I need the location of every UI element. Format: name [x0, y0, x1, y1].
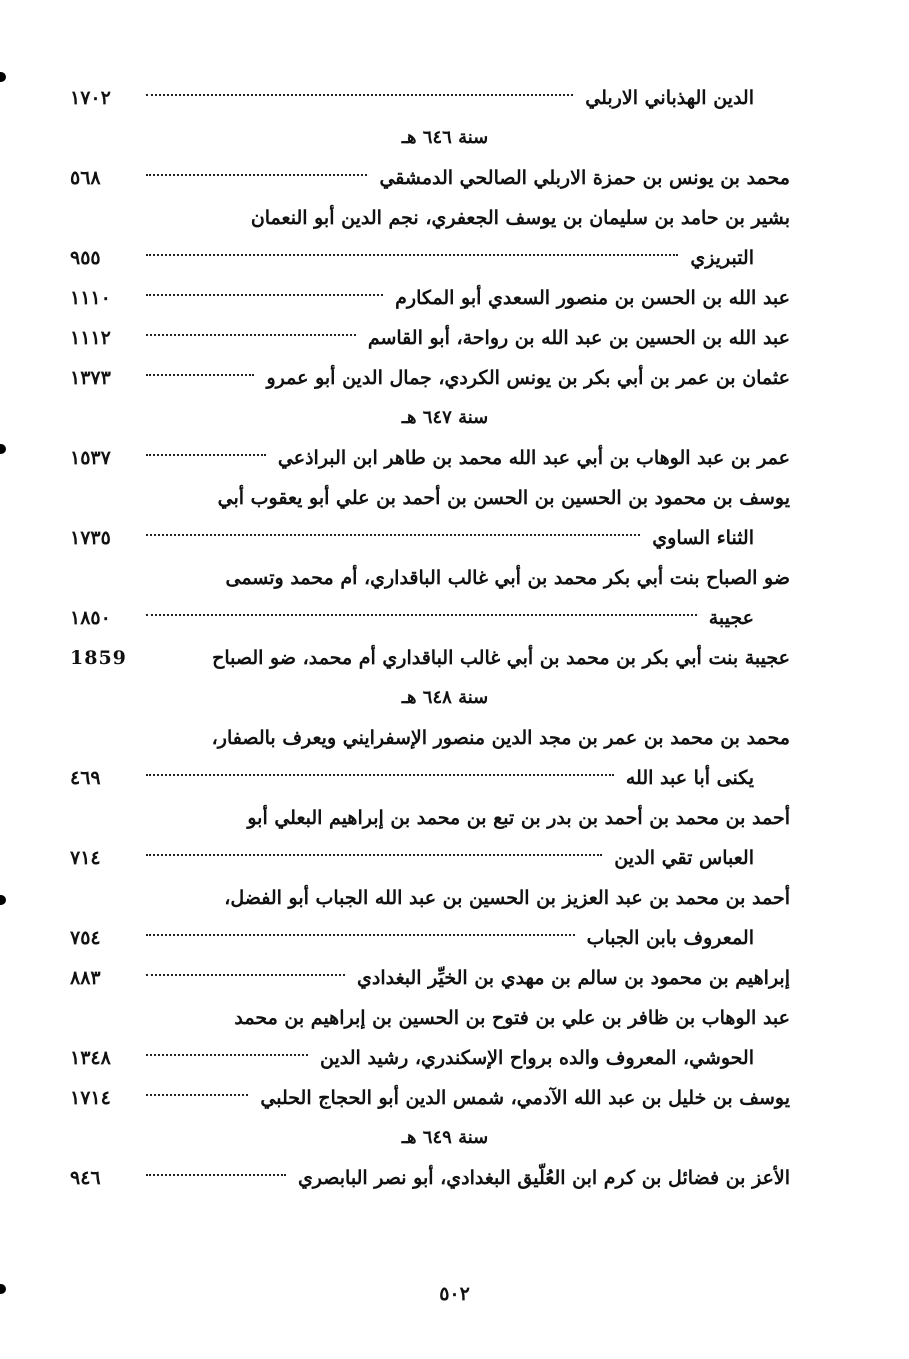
entry-name: عمر بن عبد الوهاب بن أبي عبد الله محمد بن طاهر ابن البراذعي [277, 447, 790, 469]
entry-name: عثمان بن عمر بن أبي بكر بن يونس الكردي، جمال الدين أبو عمرو [266, 367, 790, 389]
entry-name: محمد بن محمد بن عمر بن مجد الدين منصور الإسفرايني ويعرف بالصفار، [211, 727, 790, 749]
dot-leader [146, 94, 573, 96]
entry-number: ١٣٤٨ [70, 1047, 111, 1069]
entry-number: ١١١٠ [70, 287, 111, 309]
index-entry-line [70, 198, 790, 238]
entry-name: الدين الهذباني الاربلي [585, 87, 754, 109]
dot-leader [146, 1094, 248, 1096]
dot-leader [146, 1054, 308, 1056]
entry-name: عجيبة [708, 607, 754, 629]
entry-name: عبد الله بن الحسين بن عبد الله بن رواحة، أبو القاسم [367, 327, 790, 349]
index-entry [70, 78, 790, 118]
entry-number: ١٧٣٥ [70, 527, 111, 549]
dot-leader [146, 174, 367, 176]
entry-number: ٨٨٣ [70, 967, 101, 989]
entry-name: بشير بن حامد بن سليمان بن يوسف الجعفري، نجم الدين أبو النعمان [250, 207, 790, 229]
index-entry [70, 758, 790, 798]
dot-leader [146, 294, 383, 296]
entry-number: ٩٤٦ [70, 1167, 101, 1189]
dot-leader [146, 254, 678, 256]
entry-name: يوسف بن محمود بن الحسين بن الحسن بن أحمد بن علي أبو يعقوب أبي [217, 487, 790, 509]
index-entry-line [70, 998, 790, 1038]
entry-name: التبريزي [690, 247, 754, 269]
dot-leader [146, 774, 614, 776]
scan-edge-mark [0, 895, 6, 905]
index-entry [70, 638, 790, 678]
entry-number: ٥٦٨ [70, 167, 101, 189]
index-entry [70, 918, 790, 958]
entry-name: عبد الله بن الحسن بن منصور السعدي أبو المكارم [395, 287, 790, 309]
dot-leader [146, 1174, 286, 1176]
index-entry-line [70, 558, 790, 598]
index-entry-line [70, 718, 790, 758]
entry-name: إبراهيم بن محمود بن سالم بن مهدي بن الخيِّر البغدادي [357, 967, 790, 989]
dot-leader [146, 974, 345, 976]
entry-name: العباس تقي الدين [614, 847, 754, 869]
entry-number: 1859 [70, 647, 127, 669]
index-entry [70, 278, 790, 318]
entry-name: ضو الصباح بنت أبي بكر محمد بن أبي غالب الباقداري، أم محمد وتسمى [225, 567, 790, 589]
index-entry [70, 238, 790, 278]
index-entry [70, 598, 790, 638]
entry-number: ١٥٣٧ [70, 447, 111, 469]
index-page [70, 78, 790, 1198]
entry-name: أحمد بن محمد بن عبد العزيز بن الحسين بن عبد الله الجباب أبو الفضل، [224, 887, 790, 909]
year-heading: سنة ٦٤٨ هـ [401, 687, 489, 708]
entry-name: يكنى أبا عبد الله [625, 767, 754, 789]
index-entry-line [70, 478, 790, 518]
dot-leader [146, 374, 254, 376]
entry-name: محمد بن يونس بن حمزة الاربلي الصالحي الدمشقي [379, 167, 790, 189]
dot-leader [146, 534, 640, 536]
index-entry [70, 838, 790, 878]
entry-number: ٧١٤ [70, 847, 101, 869]
entry-number: ١٧٠٢ [70, 87, 111, 109]
year-heading: سنة ٦٤٧ هـ [401, 407, 489, 428]
index-entry [70, 1158, 790, 1198]
entry-number: ١٨٥٠ [70, 607, 111, 629]
scan-edge-mark [0, 444, 6, 454]
entry-name: أحمد بن محمد بن أحمد بن بدر بن تبع بن محمد بن إبراهيم البعلي أبو [247, 807, 790, 829]
index-entry [70, 518, 790, 558]
entry-name: المعروف بابن الجباب [586, 927, 754, 949]
entry-number: ٤٦٩ [70, 767, 101, 789]
entry-name: عبد الوهاب بن ظافر بن علي بن فتوح بن الحسين بن إبراهيم بن محمد [234, 1007, 790, 1029]
index-entry [70, 318, 790, 358]
index-entry-line [70, 798, 790, 838]
entry-name: الحوشي، المعروف والده برواح الإسكندري، رشيد الدين [320, 1047, 754, 1069]
index-entry [70, 158, 790, 198]
entry-name: الأعز بن فضائل بن كرم ابن العُلّيق البغدادي، أبو نصر البابصري [297, 1167, 790, 1189]
index-entry-line [70, 878, 790, 918]
entry-number: ١٣٧٣ [70, 367, 111, 389]
entry-number: ٧٥٤ [70, 927, 101, 949]
index-entry [70, 958, 790, 998]
scan-edge-mark [0, 72, 6, 82]
page-number: ٥٠٢ [439, 1283, 470, 1305]
dot-leader [146, 854, 602, 856]
index-entry [70, 1078, 790, 1118]
dot-leader [146, 614, 697, 616]
entry-number: ١١١٢ [70, 327, 111, 349]
year-heading: سنة ٦٤٦ هـ [401, 127, 489, 148]
index-entry [70, 1038, 790, 1078]
index-entry [70, 358, 790, 398]
entry-name: الثناء الساوي [652, 527, 754, 549]
entry-name: يوسف بن خليل بن عبد الله الآدمي، شمس الدين أبو الحجاج الحلبي [260, 1087, 790, 1109]
year-heading: سنة ٦٤٩ هـ [401, 1127, 489, 1148]
entry-number: ١٧١٤ [70, 1087, 111, 1109]
dot-leader [146, 334, 356, 336]
entry-name: عجيبة بنت أبي بكر بن محمد بن أبي غالب الباقداري أم محمد، ضو الصباح [212, 647, 790, 669]
dot-leader [146, 454, 266, 456]
entry-number: ٩٥٥ [70, 247, 101, 269]
dot-leader [146, 934, 575, 936]
index-entry [70, 438, 790, 478]
